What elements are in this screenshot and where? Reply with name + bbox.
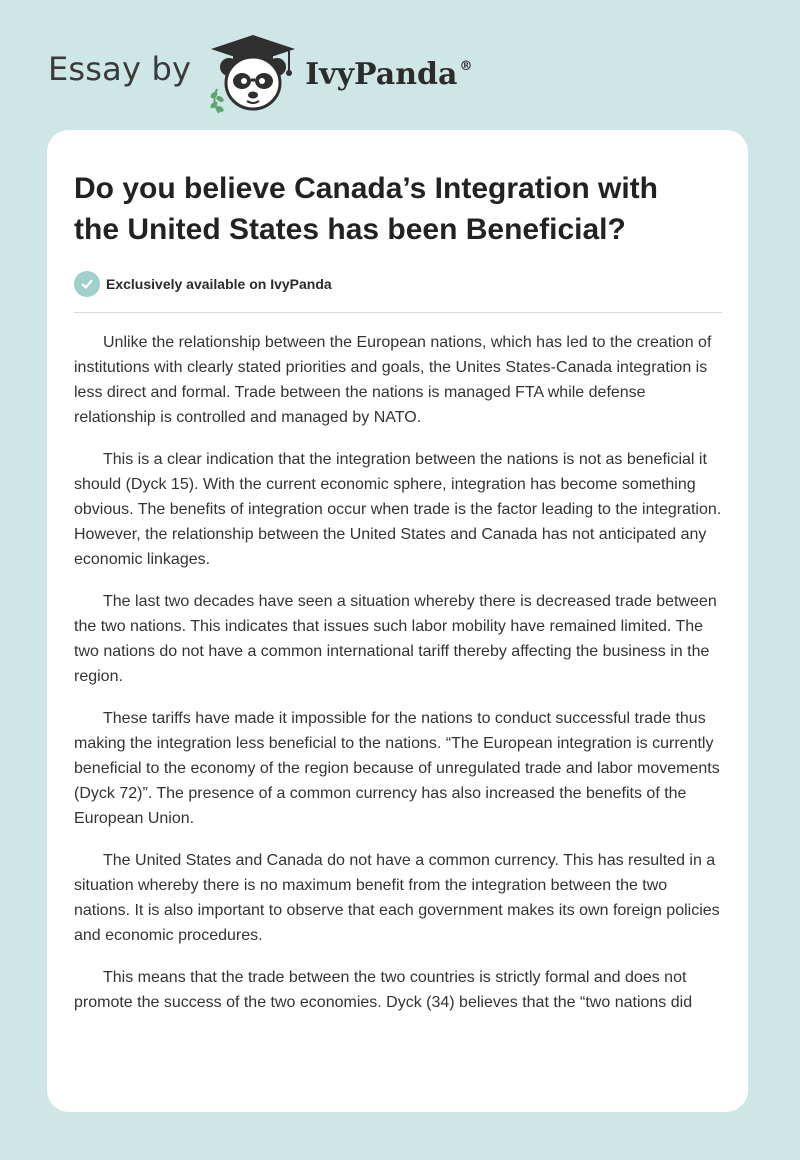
site-header: [48, 28, 472, 118]
paragraph: This means that the trade between the two countries is strictly formal and does not promote the success of the two economies. Dyck (34) believes that the “two nations did: [74, 969, 693, 1011]
exclusive-badge: [74, 271, 722, 297]
paragraph: The last two decades have seen a situation whereby there is decreased trade between the two nations. This indicates that issues such labor mobility have remained limited. The two nations do not have a common international tariff thereby affecting the business in the region.: [74, 593, 717, 685]
article-body: [74, 330, 722, 1015]
title-divider: [74, 312, 722, 313]
paragraph: Unlike the relationship between the European nations, which has led to the creation of institutions with clearly stated priorities and goals, the Unites States-Canada integration is less direct and formal. Trade between the nations is managed FTA while defense relationship is controlled and managed by NATO.: [74, 334, 712, 426]
check-circle-icon: [74, 271, 100, 297]
paragraph: This is a clear indication that the integration between the nations is not as beneficial it should (Dyck 15). With the current economic sphere, integration has become something obvious. The benefits of integration occur when trade is the factor leading to the integration. However, the relationship between the United States and Canada has not anticipated any economic linkages.: [74, 451, 722, 568]
brand-name[interactable]: [305, 57, 472, 92]
registered-mark: ®: [459, 58, 473, 74]
exclusive-label: Exclusively available on IvyPanda: [106, 276, 332, 292]
paragraph: These tariffs have made it impossible for the nations to conduct successful trade thus making the integration less beneficial to the nations. “The European integration is currently beneficial to the economy of the region because of unregulated trade and labor movements (Dyck 72)”. The presence of a common currency has also increased the benefits of the European Union.: [74, 710, 720, 827]
paragraph: The United States and Canada do not have a common currency. This has resulted in a situation whereby there is no maximum benefit from the integration between the two nations. It is also important to observe that each government makes its own foreign policies and economic procedures.: [74, 852, 720, 944]
panda-graduate-icon: [205, 31, 301, 115]
brand-text: IvyPanda: [305, 56, 458, 92]
article-title: Do you believe Canada’s Integration with the United States has been Beneficial?: [74, 172, 658, 246]
essay-by-label: Essay by: [48, 50, 192, 88]
article-card: [47, 130, 748, 1112]
